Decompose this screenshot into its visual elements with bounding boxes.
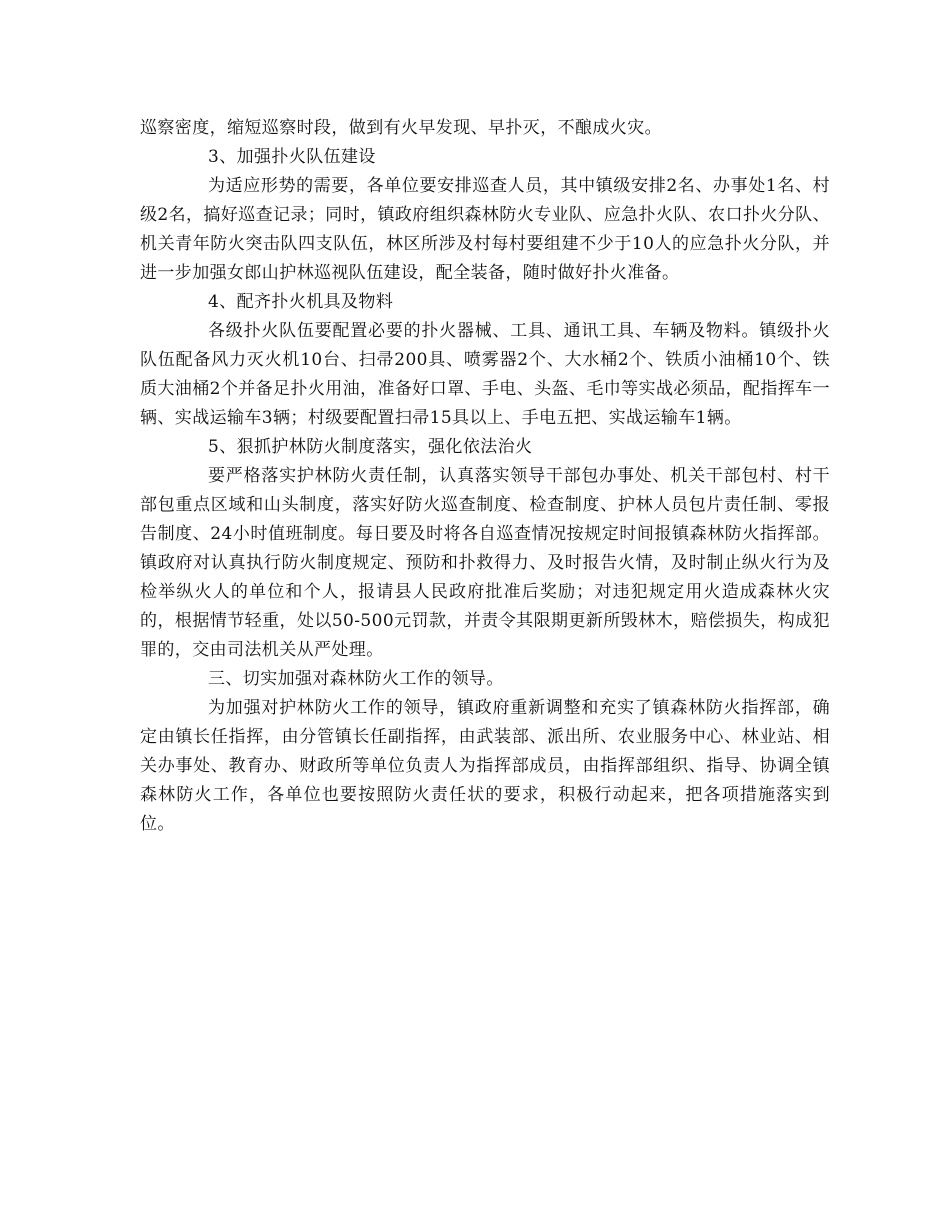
paragraph-equipment: 各级扑火队伍要配置必要的扑火器械、工具、通讯工具、车辆及物料。镇级扑火队伍配备风力灭火机10台、扫帚200具、喷雾器2个、大水桶2个、铁质小油桶10个、铁质大油桶2个并备足扑火用油，准备好口罩、手电、头盔、毛巾等实战必须品，配指挥车一辆、实战运输车3辆；村级要配置扫帚15具以上、手电五把、实战运输车1辆。 bbox=[140, 321, 830, 428]
heading-firefighting-team: 3、加强扑火队伍建设 bbox=[208, 147, 376, 167]
paragraph-firefighting-team: 为适应形势的需要，各单位要安排巡查人员，其中镇级安排2名、办事处1名、村级2名，搞好巡查记录；同时，镇政府组织森林防火专业队、应急扑火队、农口扑火分队、机关青年防火突击队四支队伍，林区所涉及村每村要组建不少于10人的应急扑火分队，并进一步加强女郎山护林巡视队伍建设，配全装备，随时做好扑火准备。 bbox=[140, 176, 830, 283]
document-body bbox=[140, 114, 830, 839]
heading-system-implementation: 5、狠抓护林防火制度落实，强化依法治火 bbox=[208, 437, 533, 457]
heading-leadership: 三、切实加强对森林防火工作的领导。 bbox=[208, 669, 504, 689]
heading-equipment: 4、配齐扑火机具及物料 bbox=[208, 292, 394, 312]
paragraph-system-implementation: 要严格落实护林防火责任制，认真落实领导干部包办事处、机关干部包村、村干部包重点区域和山头制度，落实好防火巡查制度、检查制度、护林人员包片责任制、零报告制度、24小时值班制度。每日要及时将各自巡查情况按规定时间报镇森林防火指挥部。镇政府对认真执行防火制度规定、预防和扑救得力、及时报告火情，及时制止纵火行为及检举纵火人的单位和个人，报请县人民政府批准后奖励；对违犯规定用火造成森林火灾的，根据情节轻重，处以50-500元罚款，并责令其限期更新所毁林木，赔偿损失，构成犯罪的，交由司法机关从严处理。 bbox=[140, 466, 830, 660]
paragraph-leadership: 为加强对护林防火工作的领导，镇政府重新调整和充实了镇森林防火指挥部，确定由镇长任指挥，由分管镇长任副指挥，由武装部、派出所、农业服务中心、林业站、相关办事处、教育办、财政所等单位负责人为指挥部成员，由指挥部组织、指导、协调全镇森林防火工作，各单位也要按照防火责任状的要求，积极行动起来，把各项措施落实到位。 bbox=[140, 698, 830, 834]
paragraph-patrol-continuation: 巡察密度，缩短巡察时段，做到有火早发现、早扑灭，不酿成火灾。 bbox=[140, 118, 662, 138]
